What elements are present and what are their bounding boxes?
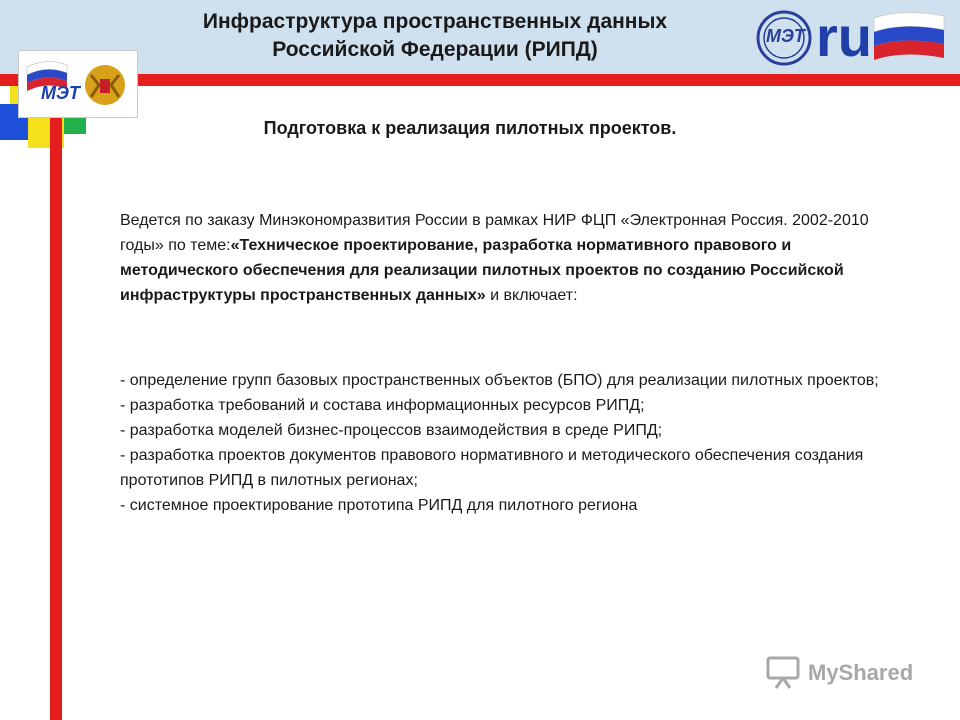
- intro-plain-text: Ведется по заказу Минэкономразвития России в рамках НИР ФЦП «Электронная Россия. 2002-2010 годы» по теме:: [120, 212, 869, 254]
- list-item: - разработка моделей бизнес-процессов взаимодействия в среде РИПД;: [120, 422, 663, 439]
- watermark-text: MyShared: [808, 660, 914, 685]
- right-logo-emblem-text: МЭТ: [766, 26, 805, 46]
- myshared-watermark: [764, 654, 934, 694]
- projector-screen-icon: [764, 654, 804, 690]
- red-vertical-line: [50, 74, 62, 720]
- light-square: [0, 86, 10, 104]
- list-item: - разработка требований и состава информационных ресурсов РИПД;: [120, 397, 645, 414]
- right-logo: [754, 6, 950, 70]
- ministry-logo: [18, 50, 138, 118]
- list-item: - системное проектирование прототипа РИПД для пилотного региона: [120, 497, 638, 514]
- title-line-1: Инфраструктура пространственных данных: [202, 10, 668, 33]
- list-item: - разработка проектов документов правового нормативного и методического обеспечения создания прототипов РИПД в пилотных регионах;: [120, 447, 864, 489]
- intro-paragraph: [120, 208, 890, 308]
- work-items-list: [120, 368, 890, 518]
- slide-subtitle: Подготовка к реализация пилотных проектов.: [263, 118, 677, 138]
- title-line-2: Российской Федерации (РИПД): [272, 38, 598, 61]
- intro-tail-text: и включает:: [485, 287, 578, 304]
- left-logo-text: МЭТ: [41, 83, 80, 103]
- red-horizontal-line: [0, 74, 960, 86]
- intro-bold-text: «Техническое проектирование, разработка нормативного правового и методического обеспечения для реализации пилотных проектов по созданию Российской инфраструктуры пространственных данных»: [120, 237, 844, 304]
- right-logo-ru-text: ru: [816, 5, 872, 68]
- list-item: - определение групп базовых пространственных объектов (БПО) для реализации пилотных проектов;: [120, 372, 879, 389]
